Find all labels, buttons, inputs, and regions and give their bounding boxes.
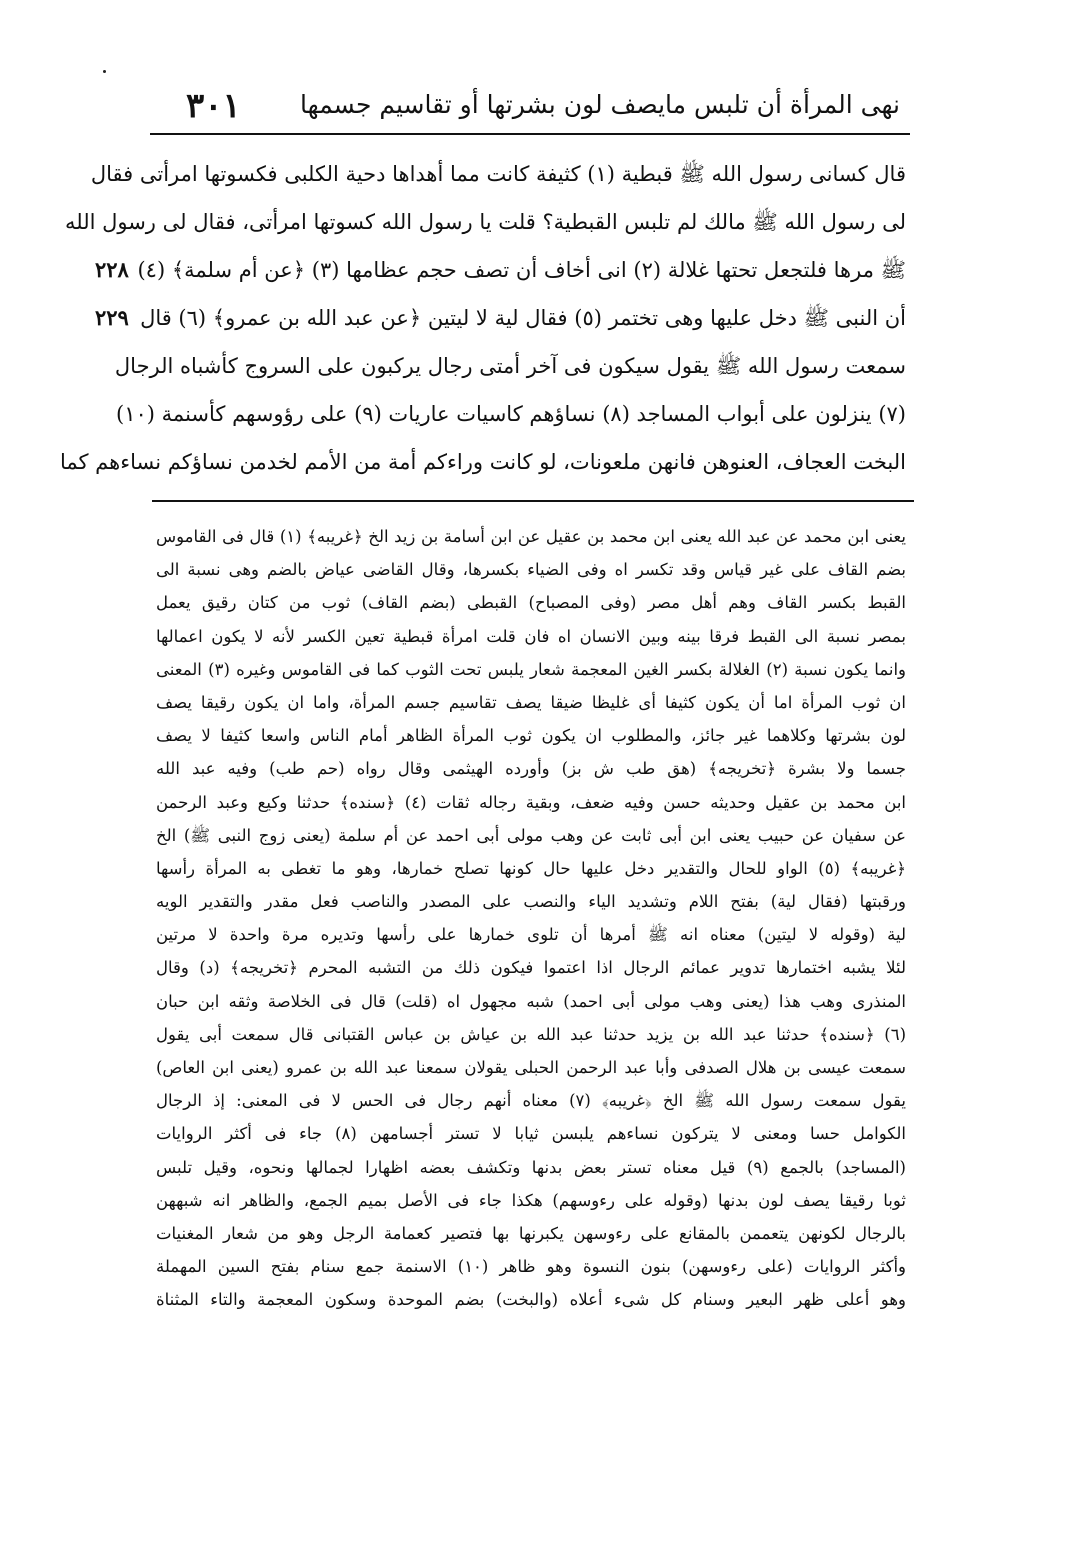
- main-text-line: قال كسانى رسول الله ﷺ قبطية (١) كثيفة كانت مما أهداها دحية الكلبى فكسوتها امرأتى فقال: [90, 162, 906, 186]
- ink-speck: [103, 70, 106, 73]
- footnote-line: بمصر نسبة الى القبط فرقا بينه وبين الانسان اه فان قلت امرأة قبطية تعين الكسر لأنه لا يكون اعمالها: [156, 626, 906, 646]
- main-text-line: سمعت رسول الله ﷺ يقول سيكون فى آخر أمتى رجال يركبون على السروج كأشباه الرجال: [114, 354, 906, 378]
- footnote-line: جسما ولا بشرة ﴿تخريجه﴾ (هق طب ش بز) وأورده الهيثمى وقال رواه (حم طب) وفيه عبد الله: [156, 759, 906, 779]
- main-text-line: ﷺ مرها فلتجعل تحتها غلالة (٢) انى أخاف أن تصف حجم عظامها (٣) ﴿عن أم سلمة﴾ (٤): [137, 258, 906, 282]
- footnote-line: الكوامل حسا ومعنى لا يتركون نساءهم يلبسن ثيابا لا تستر أجسامهن (٨) جاء فى أكثر الروايات: [156, 1124, 906, 1144]
- main-text-line: أن النبى ﷺ دخل عليها وهى تختمر (٥) فقال لية لا ليتين ﴿عن عبد الله بن عمرو﴾ (٦) قال: [140, 306, 906, 330]
- main-text-line: لى رسول الله ﷺ مالك لم تلبس القبطية؟ قلت يا رسول الله كسوتها امرأتى، فقال لى رسول الله: [64, 210, 906, 234]
- footnote-separator: [152, 500, 914, 502]
- footnote-line: (المساجد) بالجمع (٩) قيل معناه تستر بعض بدنها وتكشف بعضه اظهارا لجمالها ونحوه، وقيل تلبس: [156, 1157, 906, 1177]
- footnotes: [156, 520, 906, 1317]
- hadith-number: ٢٢٩: [95, 305, 129, 330]
- footnote-line: وأكثر الروايات (على رءوسهن) بنون النسوة وهو ظاهر (١٠) الاسنمة جمع سنام بفتح السين المهملة: [156, 1257, 907, 1277]
- footnote-line: بالرجال لكونهن يتعممن بالمقانع على رءوسهن يكبرنها بها فتصير كعمامة الرجل وهو من شعار المغنيات: [156, 1223, 906, 1243]
- footnote-line: سمعت عيسى بن هلال الصدفى وأبا عبد الرحمن الحبلى يقولان سمعنا عبد الله بن عمرو (يعنى ابن العاص): [156, 1058, 906, 1077]
- footnote-line: لئلا يشبه اختمارها تدوير عمائم الرجال اذا اعتموا فيكون ذلك من التشبه المحرم ﴿تخريجه﴾ (د) وقال: [156, 958, 906, 978]
- footnote-line: ان ثوب المرأة اما أن يكون كثيفا أى غليظا ضيقا يصف تقاسيم جسم المرأة، واما ان يكون رقيقا يصف: [156, 692, 906, 712]
- footnote-line: ثوبا رقيقا يصف لون بدنها (وقوله على رءوسهم) هكذا جاء فى الأصل بميم الجمع، والظاهر انه شبههن: [156, 1190, 906, 1210]
- header-rule: [150, 133, 910, 135]
- footnote-line: وهو أعلى ظهر البعير وسنام كل شىء أعلاه (والبخت) بضم الموحدة وسكون المعجمة والتاء المثناة: [156, 1290, 906, 1310]
- footnote-line: ﴿غريبه﴾ (٥) الواو للحال والتقدير دخل عليها حال كونها تصلح خمارها، وهو ما تغطى به المرأة رأسها: [156, 858, 907, 878]
- footnote-line: ورقبتها (فقال لية) بفتح اللام وتشديد الياء والنصب على المصدر والناصب فعل مقدر والتقدير الويه: [156, 892, 906, 912]
- main-text-line: (٧) ينزلون على أبواب المساجد (٨) نساؤهم كاسيات عاريات (٩) على رؤوسهم كأسنمة (١٠): [116, 402, 906, 426]
- footnote-line: يعنى ابن محمد عن عبد الله يعنى ابن محمد بن عقيل عن ابن أسامة بن زيد الخ ﴿غريبه﴾ (١) قال فى القاموس: [156, 527, 906, 546]
- footnote-line: بضم القاف على غير قياس وقد تكسر اه وفى الضياء بكسرها، وقال القاضى عياض بالضم وهى نسبة الى: [156, 560, 906, 580]
- page-header: [170, 82, 900, 130]
- footnote-line: ابن محمد بن عقيل وحديثه حسن وفيه ضعف، وبقية رجاله ثقات (٤) ﴿سنده﴾ حدثنا وكيع وعبد الرحمن: [156, 792, 906, 812]
- running-title: نهى المرأة أن تلبس مايصف لون بشرتها أو تقاسيم جسمها: [300, 90, 900, 119]
- footnote-line: يقول سمعت رسول الله ﷺ الخ ﴿غريبه﴾ (٧) معناه أنهم رجال فى الحس لا فى المعنى: إذ الرجال: [156, 1091, 906, 1111]
- footnote-line: القبط بكسر القاف وهم أهل مصر (وفى المصباح) القبطى (بضم القاف) ثوب من كتان رقيق يعمل: [156, 593, 906, 613]
- footnote-line: لون بشرتها وكلاهما غير جائز، والمطلوب ان يكون ثوب المرأة الظاهر أمام الناس واسعا كثيفا لا يصف: [156, 726, 906, 746]
- hadith-number: ٢٢٨: [95, 257, 129, 282]
- footnote-line: عن سفيان عن حبيب يعنى ابن أبى ثابت عن وهب مولى أبى احمد عن أم سلمة (يعنى زوج النبى ﷺ) الخ: [156, 825, 906, 845]
- footnote-line: وانما يكون نسبة (٢) الغلالة بكسر الغين المعجمة شعار يلبس تحت الثوب كما فى القاموس وغيره (٣) المعنى: [156, 659, 907, 679]
- footnote-line: لية (وقوله لا ليتين) معناه انه ﷺ أمرها أن تلوى خمارها على رأسها وتديره مرة واحدة لا مرتين: [156, 925, 906, 945]
- main-text-line: البخت العجاف، العنوهن فانهن ملعونات، لو كانت وراءكم أمة من الأمم لخدمن نساؤكم نساءهم كما: [59, 450, 906, 474]
- footnote-line: المنذرى وهب هذا (يعنى وهب مولى أبى احمد) شبه مجهول اه (قلت) قال فى الخلاصة وثقه ابن حبان: [156, 991, 906, 1011]
- page-number: ٣٠١: [186, 86, 241, 126]
- footnote-line: (٦) ﴿سنده﴾ حدثنا عبد الله بن يزيد حدثنا عبد الله بن عياش بن عباس القتبانى قال سمعت أبى يقول: [156, 1024, 906, 1044]
